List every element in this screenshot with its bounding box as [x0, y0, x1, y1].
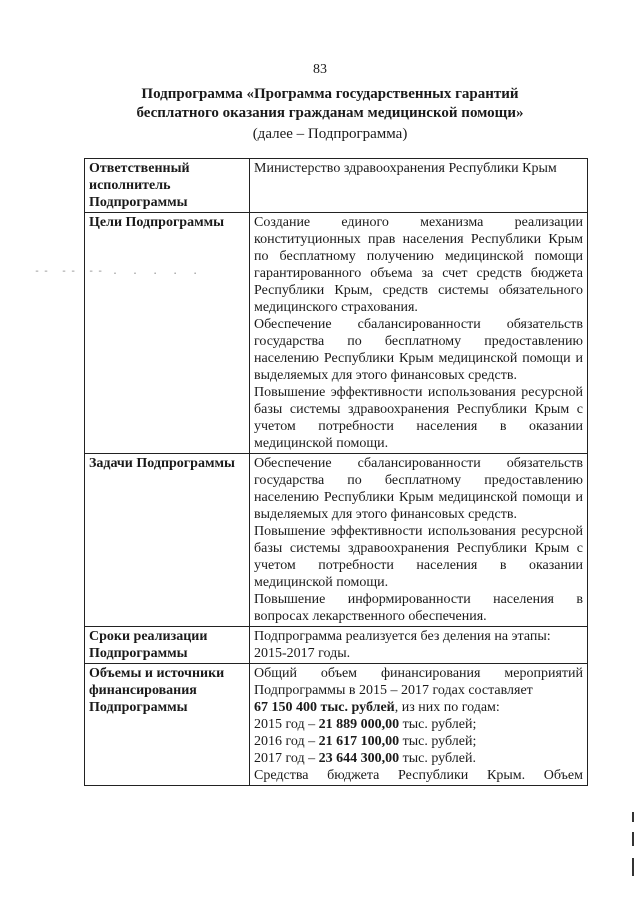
margin-scan-mark: -- -- --	[34, 266, 107, 277]
title-line-1: Подпрограмма «Программа государственных гарантий	[141, 86, 519, 102]
cell-paragraph: Обеспечение сбалансированности обязательств государства по бесплатному предоставлению населению Республики Крым медицинской помощи и выделяемых для этого финансовых средств.	[254, 317, 583, 383]
scan-edge-mark	[632, 812, 634, 822]
cell-paragraph: Повышение эффективности использования ресурсной базы системы здравоохранения Республики Крым с учетом потребности населения в оказании медицинской помощи.	[254, 385, 583, 451]
row-value-goals	[250, 213, 588, 454]
row-value-responsible	[250, 159, 588, 213]
row-label-responsible: Ответственный исполнитель Подпрограммы	[85, 159, 250, 213]
funding-total-line	[254, 699, 583, 716]
row-label-goals: Цели Подпрограммы	[85, 213, 250, 454]
row-value-funding	[250, 664, 588, 786]
funding-year-unit: тыс. рублей;	[399, 734, 477, 749]
funding-total-amount: 67 150 400 тыс. рублей	[254, 700, 395, 715]
funding-year-amount: 21 889 000,00	[318, 717, 400, 732]
margin-scan-mark-2: . . . . .	[112, 266, 203, 277]
funding-year-line	[254, 716, 583, 733]
cell-paragraph: Повышение информированности населения в вопросах лекарственного обеспечения.	[254, 592, 583, 624]
page-number: 83	[313, 62, 327, 77]
document-subtitle: (далее – Подпрограмма)	[252, 126, 408, 142]
funding-year-label: 2016 год –	[254, 734, 319, 749]
funding-year-line	[254, 733, 583, 750]
table-row-goals	[85, 213, 588, 454]
table-row-responsible	[85, 159, 588, 213]
subprogram-passport-table	[84, 158, 588, 786]
funding-total-suffix: , из них по годам:	[394, 700, 500, 715]
cell-paragraph: Министерство здравоохранения Республики Крым	[254, 161, 557, 176]
document-title	[60, 85, 600, 123]
funding-year-amount: 21 617 100,00	[318, 734, 400, 749]
table-row-tasks	[85, 454, 588, 627]
row-value-tasks	[250, 454, 588, 627]
funding-year-unit: тыс. рублей;	[399, 717, 477, 732]
title-line-2: бесплатного оказания гражданам медицинской помощи»	[136, 105, 524, 121]
table-row-funding	[85, 664, 588, 786]
scan-edge-mark	[632, 832, 634, 846]
cell-paragraph: Повышение эффективности использования ресурсной базы системы здравоохранения Республики Крым с учетом потребности населения в оказании медицинской помощи.	[254, 524, 583, 590]
funding-tail: Средства бюджета Республики Крым. Объем	[254, 768, 583, 783]
scan-edge-mark	[632, 858, 634, 876]
cell-paragraph: Подпрограмма реализуется без деления на этапы: 2015-2017 годы.	[254, 629, 551, 661]
funding-intro: Общий объем финансирования мероприятий Подпрограммы в 2015 – 2017 годах составляет	[254, 666, 583, 698]
cell-paragraph: Обеспечение сбалансированности обязательств государства по бесплатному предоставлению населению Республики Крым медицинской помощи и выделяемых для этого финансовых средств.	[254, 456, 583, 522]
table-row-terms	[85, 627, 588, 664]
funding-year-line	[254, 750, 583, 767]
funding-year-amount: 23 644 300,00	[318, 751, 400, 766]
funding-year-unit: тыс. рублей.	[399, 751, 476, 766]
row-value-terms	[250, 627, 588, 664]
cell-paragraph: Создание единого механизма реализации конституционных прав населения Республики Крым по бесплатному получению медицинской помощи гарантированного объема за счет средств бюджета Республики Крым, средств системы обязательного медицинского страхования.	[254, 215, 583, 315]
row-label-tasks: Задачи Подпрограммы	[85, 454, 250, 627]
row-label-funding: Объемы и источники финансирования Подпрограммы	[85, 664, 250, 786]
row-label-terms: Сроки реализации Подпрограммы	[85, 627, 250, 664]
funding-year-label: 2015 год –	[254, 717, 319, 732]
funding-year-label: 2017 год –	[254, 751, 319, 766]
